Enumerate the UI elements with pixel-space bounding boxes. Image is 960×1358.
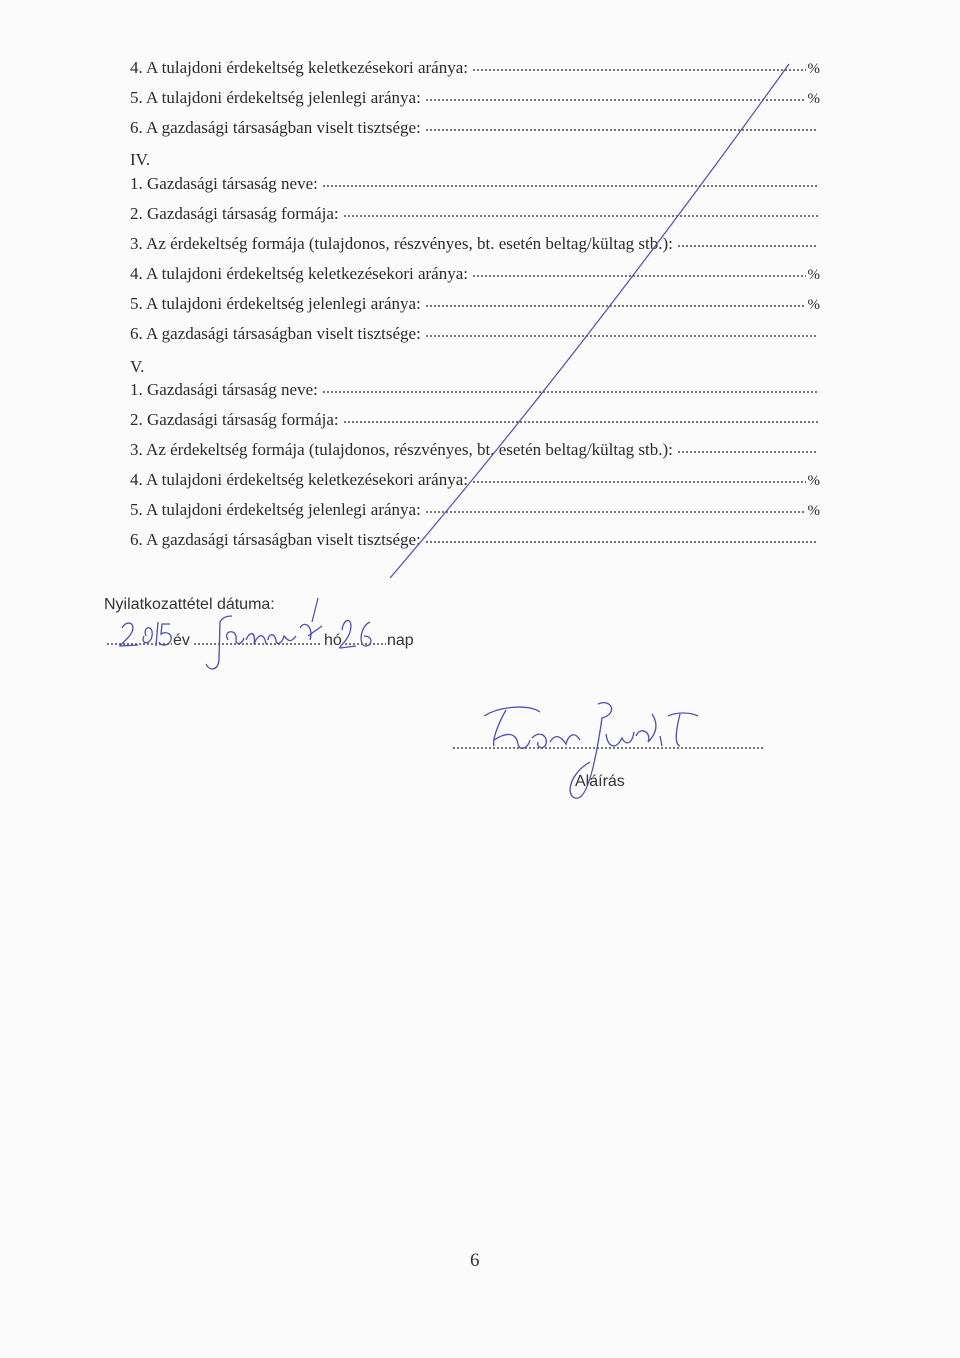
year-dotted-leader [106, 641, 172, 647]
day-suffix: nap [387, 632, 414, 649]
dotted-leader [322, 183, 818, 189]
percent-suffix: % [807, 297, 820, 313]
form-line [130, 258, 820, 284]
field-label: 6. A gazdasági társaságban viselt tisztsége: [130, 118, 421, 137]
field-label: 4. A tulajdoni érdekeltség keletkezésekori aránya: [130, 58, 468, 77]
section-heading: V. [130, 357, 145, 376]
dotted-leader [425, 333, 818, 339]
month-suffix: hó [324, 632, 342, 649]
section-heading: IV. [130, 150, 150, 169]
month-dotted-leader [193, 641, 321, 647]
form-line [130, 434, 820, 460]
dotted-leader [425, 303, 806, 309]
form-line [130, 288, 820, 314]
field-label: 3. Az érdekeltség formája (tulajdonos, részvényes, bt. esetén beltag/kültag stb.): [130, 234, 673, 253]
signature-label: Aláírás [575, 773, 625, 790]
day-dotted-leader [344, 641, 386, 647]
field-label: 1. Gazdasági társaság neve: [130, 174, 318, 193]
field-label: 6. A gazdasági társaságban viselt tisztsége: [130, 530, 421, 549]
form-line [130, 52, 820, 78]
dotted-leader [677, 243, 818, 249]
field-label: 4. A tulajdoni érdekeltség keletkezésekori aránya: [130, 470, 468, 489]
dotted-leader [472, 67, 806, 73]
form-line [130, 494, 820, 520]
dotted-leader [425, 509, 806, 515]
form-line [130, 82, 820, 108]
percent-suffix: % [807, 473, 820, 489]
dotted-leader [425, 539, 818, 545]
field-label: 3. Az érdekeltség formája (tulajdonos, részvényes, bt. esetén beltag/kültag stb.): [130, 440, 673, 459]
dotted-leader [425, 127, 818, 133]
form-line [130, 374, 820, 400]
dotted-leader [472, 273, 806, 279]
dotted-leader [472, 479, 806, 485]
field-label: 1. Gazdasági társaság neve: [130, 380, 318, 399]
dotted-leader [322, 389, 818, 395]
field-label: 5. A tulajdoni érdekeltség jelenlegi aránya: [130, 294, 421, 313]
year-suffix: év [173, 632, 190, 649]
form-line [130, 228, 820, 254]
dotted-leader [343, 213, 818, 219]
dotted-leader [343, 419, 818, 425]
date-tick-stroke [312, 598, 318, 622]
percent-suffix: % [807, 503, 820, 519]
form-line [130, 112, 820, 138]
dotted-leader [677, 449, 818, 455]
page-number: 6 [470, 1250, 480, 1271]
percent-suffix: % [807, 61, 820, 77]
field-label: 4. A tulajdoni érdekeltség keletkezésekori aránya: [130, 264, 468, 283]
form-line [130, 464, 820, 490]
field-label: 2. Gazdasági társaság formája: [130, 204, 339, 223]
form-line [130, 168, 820, 194]
form-line [130, 318, 820, 344]
signature-dotted-line [452, 745, 764, 751]
field-label: 5. A tulajdoni érdekeltség jelenlegi aránya: [130, 500, 421, 519]
field-label: 6. A gazdasági társaságban viselt tisztsége: [130, 324, 421, 343]
percent-suffix: % [807, 91, 820, 107]
percent-suffix: % [807, 267, 820, 283]
dotted-leader [425, 97, 806, 103]
declaration-date-label: Nyilatkozattétel dátuma: [104, 596, 275, 613]
form-line [130, 524, 820, 550]
field-label: 5. A tulajdoni érdekeltség jelenlegi aránya: [130, 88, 421, 107]
field-label: 2. Gazdasági társaság formája: [130, 410, 339, 429]
form-line [130, 198, 820, 224]
form-line [130, 404, 820, 430]
